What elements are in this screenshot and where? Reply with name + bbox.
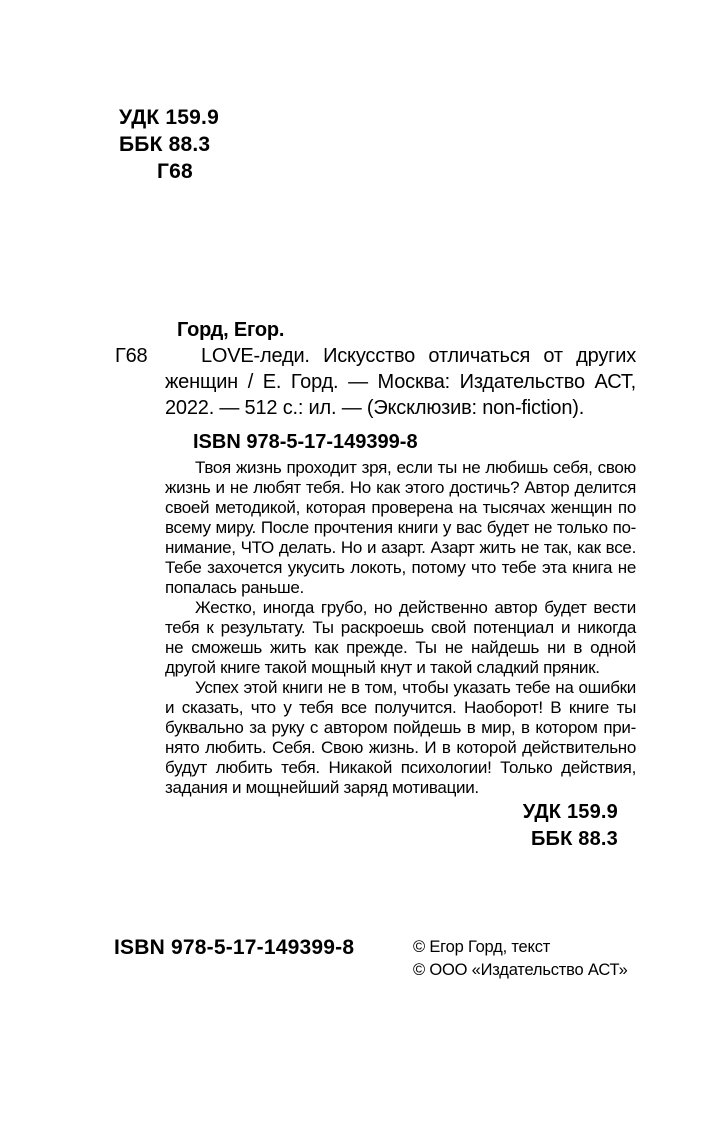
annotation-line: своей методикой, которая проверена на тысячах женщин по	[165, 498, 636, 517]
biblio-line: LOVE-леди. Искусство отличаться от других	[201, 345, 636, 367]
isbn-number: ISBN 978-5-17-149399-8	[193, 431, 418, 453]
annotation-line: Успех этой книги не в том, чтобы указать тебе на ошибки	[195, 678, 636, 697]
annotation-line: будут любить тебя. Никакой психологии! Только действия,	[165, 758, 636, 777]
annotation-line: попалась раньше.	[165, 578, 304, 597]
udk-code: УДК 159.9	[119, 106, 219, 129]
author-heading: Горд, Егор.	[177, 319, 285, 341]
copyright-publisher: © ООО «Издательство АСТ»	[413, 961, 628, 979]
biblio-line: 2022. — 512 с.: ил. — (Эксклюзив: non-fiction).	[165, 397, 585, 419]
bbk-code-right: ББК 88.3	[530, 828, 618, 850]
annotation-text	[165, 458, 636, 798]
annotation-line: Тебе захочется укусить локоть, потому что тебе эта книга не	[165, 558, 636, 577]
author-sign-code: Г68	[157, 160, 193, 183]
annotation-line: другой книге такой мощный кнут и такой сладкий пряник.	[165, 658, 600, 677]
footer-isbn: ISBN 978-5-17-149399-8	[114, 936, 355, 959]
annotation-line: всему миру. После прочтения книги у вас будет не только по-	[165, 518, 636, 537]
annotation-line: буквально за руку с автором пойдешь в мир, в котором при-	[165, 718, 636, 737]
annotation-line: Жестко, иногда грубо, но действенно автор будет вести	[195, 598, 636, 617]
annotation-line: нято любить. Себя. Свою жизнь. И в которой действительно	[165, 738, 636, 757]
bibliographic-entry	[115, 317, 636, 455]
copyright-author: © Егор Горд, текст	[413, 938, 551, 956]
biblio-line: женщин / Е. Горд. — Москва: Издательство АСТ,	[165, 371, 636, 393]
annotation-line: не сможешь жить как прежде. Ты не найдешь ни в одной	[165, 638, 636, 657]
annotation-line: нимание, ЧТО делать. Но и азарт. Азарт жить не так, как все.	[165, 538, 636, 557]
copyright-block	[413, 936, 628, 982]
hanging-author-code: Г68	[115, 345, 148, 367]
bottom-classification-codes	[523, 799, 618, 853]
annotation-line: тебя к результату. Ты раскроешь свой потенциал и никогда	[165, 618, 636, 637]
bbk-code: ББК 88.3	[119, 133, 211, 156]
annotation-line: и сказать, что у тебя все получится. Наоборот! В книге ты	[165, 698, 636, 717]
annotation-line: задания и мощнейший заряд мотивации.	[165, 778, 479, 797]
udk-code-right: УДК 159.9	[522, 801, 618, 823]
annotation-line: жизнь и не любят тебя. Но как этого достичь? Автор делится	[165, 478, 636, 497]
top-classification-codes	[119, 104, 219, 185]
annotation-line: Твоя жизнь проходит зря, если ты не любишь себя, свою	[195, 458, 636, 477]
